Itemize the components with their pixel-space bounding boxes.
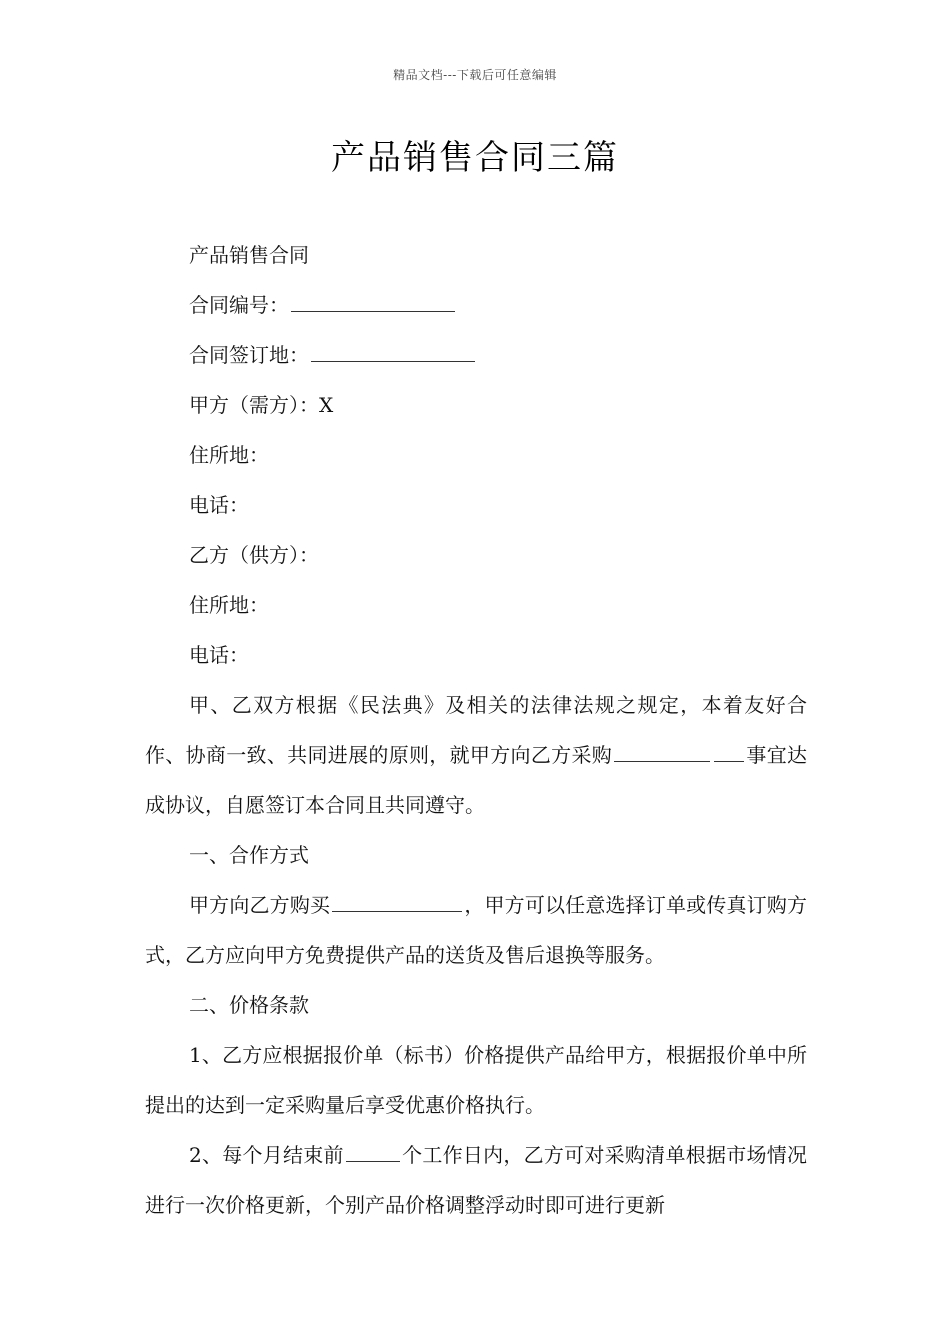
sign-place-label: 合同签订地： <box>189 343 309 367</box>
sign-place-blank <box>311 341 475 362</box>
document-body <box>145 230 807 1230</box>
section1-text-part1: 甲方向乙方购买 <box>189 893 331 917</box>
party-a-address-label: 住所地： <box>189 443 269 467</box>
header-note: 精品文档---下载后可任意编辑 <box>393 68 557 82</box>
section1-heading <box>145 830 807 880</box>
party-b-address-line <box>145 580 807 630</box>
intro-paragraph <box>145 680 807 830</box>
document-title: 产品销售合同三篇 <box>331 138 619 178</box>
party-b-line <box>145 530 807 580</box>
purchase-item-blank <box>614 741 710 762</box>
contract-heading-text: 产品销售合同 <box>189 243 309 267</box>
intro-text-part2: 事宜达成协议，自愿签订本合同且共同遵守。 <box>145 743 808 817</box>
party-a-label: 甲方（需方）： <box>189 393 319 417</box>
working-days-blank <box>346 1141 400 1162</box>
section1-heading-text: 一、合作方式 <box>189 843 309 867</box>
party-a-line <box>145 380 807 430</box>
party-a-address-line <box>145 430 807 480</box>
clause2-text-part2: 个工作日内，乙方可对采购清单根据市场情况进行一次价格更新，个别产品价格调整浮动时即可进行更新 <box>145 1143 808 1217</box>
section2-heading <box>145 980 807 1030</box>
party-b-address-label: 住所地： <box>189 593 269 617</box>
party-a-phone-line <box>145 480 807 530</box>
sign-place-line <box>145 330 807 380</box>
party-b-label: 乙方（供方）： <box>189 543 319 567</box>
contract-heading <box>145 230 807 280</box>
contract-number-line <box>145 280 807 330</box>
party-a-phone-label: 电话： <box>189 493 249 517</box>
contract-number-label: 合同编号： <box>189 293 289 317</box>
clause1-paragraph <box>145 1030 807 1130</box>
contract-number-blank <box>291 291 455 312</box>
clause2-paragraph <box>145 1130 807 1230</box>
party-a-value: X <box>319 393 334 417</box>
party-b-phone-line <box>145 630 807 680</box>
section1-text-part2: ，甲方可以任意选择订单或传真订购方式，乙方应向甲方免费提供产品的送货及售后退换等服务。 <box>145 893 808 967</box>
section1-paragraph <box>145 880 807 980</box>
purchase-item-blank-continued <box>714 741 744 762</box>
section2-heading-text: 二、价格条款 <box>189 993 309 1017</box>
clause1-text: 1、乙方应根据报价单（标书）价格提供产品给甲方，根据报价单中所提出的达到一定采购量后享受优惠价格执行。 <box>145 1043 807 1117</box>
clause2-text-part1: 2、每个月结束前 <box>189 1143 344 1167</box>
buy-item-blank <box>332 891 462 912</box>
intro-text-part1: 甲、乙双方根据《民法典》及相关的法律法规之规定，本着友好合作、协商一致、共同进展的原则，就甲方向乙方采购 <box>145 693 807 767</box>
party-b-phone-label: 电话： <box>189 643 249 667</box>
